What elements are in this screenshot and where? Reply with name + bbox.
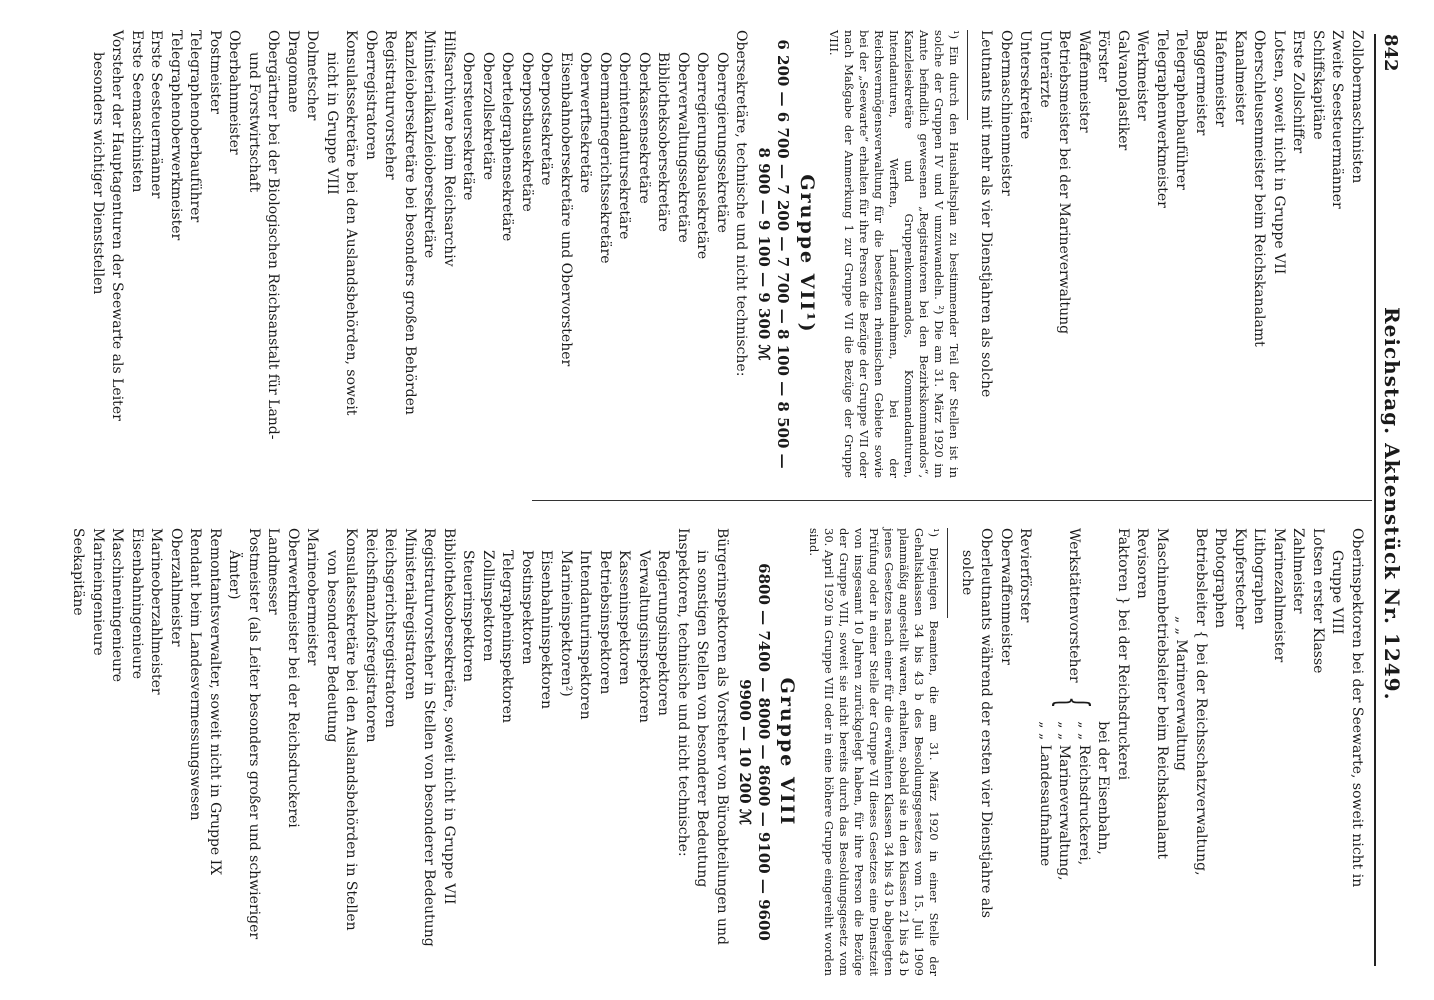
list-item: Inspektoren, technische und nicht technische: [675,528,691,857]
list-item: und Forstwirtschaft [246,52,262,193]
list-item: Telegrapheninspektoren [499,550,516,724]
right-footnote: ¹) Diejenigen Beamten, die am 31. März 1920 in einer Stelle der Gehaltsklassen 34 bis 43 b des Besoldungsgesetzes vom 15. Juli 1909 planmäßig angestellt waren, erhalten, sobald sie in den Klassen 21 bis 43 b jenes Gesetzes nach einer für die erwähnten Klassen 34 bis 43 b abgelegten Prüfung oder in einer Stelle der Gruppe VII dieses Gesetzes eine Dienstzeit von insgesamt 10 Jahren zurückgelegt haben, für ihre Person die Bezüge der Gruppe VIII, soweit sie nicht bereits durch das Besoldungsgesetz vom 30. April 1920 in Gruppe VIII oder in eine höhere Gruppe eingereiht worden sind. [807,528,942,976]
list-item: Oberverwaltungssekretäre [675,52,691,243]
list-item: Zweite Seesteuermänner [1329,30,1346,209]
list-item: Lotsen erster Klasse [1310,528,1326,674]
list-item: Oberschleusenmeister beim Reichskanalamt [1251,30,1268,347]
list-item: Oberwaffenmeister [998,528,1014,665]
list-item: Konsulatssekretäre bei den Auslandsbehörden in Stellen [343,528,360,931]
list-item: Untersekretäre [1017,30,1034,140]
list-item: Telegraphenbauführer [1173,30,1190,190]
list-item: Revisoren [1134,528,1151,599]
list-item: Obermarinegerichtssekretäre [597,52,613,264]
list-item: Lotsen, soweit nicht in Gruppe VII [1271,30,1287,275]
list-item: Obergärtner bei der Biologischen Reichsanstalt für Land- [265,30,282,440]
list-item: in sonstigen Stellen von besonderer Bedeutung [694,550,711,888]
list-item: Obertelegraphensekretäre [499,52,516,242]
list-item: Ministerialkanzleiobersekretäre [421,30,438,259]
list-item: Bibliotheksobersekretäre, soweit nicht in Gruppe VII [441,528,457,905]
list-item: „ „ Marineverwaltung [1173,616,1190,771]
list-item: Registraturvorsteher in Stellen von besonderer Bedeutung [421,528,438,947]
list-item: Gruppe VIII [1329,550,1346,635]
list-item: Oberkassensekretäre [636,52,652,204]
list-item: Dolmetscher [304,30,321,121]
group-viii-heading: Gruppe VIII [776,677,799,827]
list-item: Eisenbahnobersekretäre und Obervorsteher [558,52,574,367]
group-vii-salary-1: 6 200 — 6 700 — 7 200 — 7 700 — 8 100 — 8 500 — [774,39,793,469]
list-item: Seekapitäne [70,528,87,616]
list-item: von besonderer Bedeutung [324,550,340,743]
list-item: Bürgerinspektoren als Vorsteher von Büroabteilungen und [714,528,730,945]
list-item: Intendanturinspektoren [577,550,594,720]
list-item: Reichsgerichtsregistratoren [382,528,399,728]
list-item: Betriebsinspektoren [597,550,613,695]
list-item: Oberintendantursekretäre [616,52,633,240]
group-viii-salary-1: 6800 — 7400 — 8000 — 8600 — 9100 — 9600 [755,563,773,941]
left-column [88,30,1367,478]
list-item: Oberregistratoren [363,30,379,160]
list-item: Registraturvorsteher [382,30,399,180]
list-item: Zollobermaschinisten [1349,30,1365,184]
list-item: Obersteuersekretäre [460,52,477,201]
brace-line: bei der Eisenbahn, [1095,721,1112,855]
list-item: Hafenmeister [1212,30,1229,127]
list-item: Zahlmeister [1290,528,1307,614]
right-top-list [1210,528,1366,976]
list-item: Telegraphenoberbauführer [187,30,204,223]
list-item: Oberleutnants während der ersten vier Dienstjahre als [978,528,995,918]
list-item: Oberbahnmeister [226,30,243,155]
brace-prefix: Werkstättenvorsteher [1066,528,1083,683]
list-item: Schiffskapitäne [1310,30,1326,140]
footnote-rule-right [948,528,949,618]
list-item: Oberwerftsekretäre [577,52,594,194]
list-item: Betriebsleiter { bei der Reichsschatzverwaltung, [1193,528,1209,876]
list-item: besonders wichtiger Dienststellen [90,52,106,295]
workshop-brace-group [1035,528,1113,976]
list-item: Verwaltungsinspektoren [636,550,652,723]
list-item: Marineinspektoren²) [558,550,574,697]
list-item: Konsulatssekretäre bei den Auslandsbehörden, soweit [343,30,360,416]
group-viii-list [68,528,731,976]
list-item: Hilfsarchivare beim Reichsarchiv [441,30,457,267]
group-vii-list [88,30,751,478]
list-item: Förster [1095,30,1112,82]
right-brace-list-1 [1113,528,1211,976]
list-item: Werkmeister [1134,30,1151,121]
list-item: Zollinspektoren [480,550,496,662]
page-header [1374,34,1418,966]
list-item: Kanzleiobersekretäre bei besonders großen Behörden [402,30,418,415]
list-item: Betriebsmeister bei der Marineverwaltung [1056,30,1073,335]
list-item: Ministerialregistratoren [402,528,418,700]
list-item: Vorsteher der Hauptagenturen der Seewarte als Leiter [109,30,126,421]
list-item: Bibliotheksobersekretäre [655,52,672,232]
list-item: Steuerinspektoren [460,550,477,682]
list-item: Postmeister (als Leiter besonders großer und schwieriger [246,528,262,940]
list-item: Marineingenieure [90,528,106,656]
list-item: Eisenbahningenieure [129,528,145,680]
list-item: Unterärzte [1037,30,1053,108]
list-item: Baggermeister [1193,30,1209,136]
list-item: Ämter) [226,550,243,600]
list-item: Photographen [1212,528,1229,629]
list-item: Kanalmeister [1232,30,1248,125]
list-item: Oberpostsekretäre [538,52,555,186]
list-item: Waffenmeister [1076,30,1092,133]
list-item: solche [959,550,975,596]
list-item: Erste Zollschiffer [1290,30,1307,154]
right-mid-list [957,528,1035,976]
list-item: Telegraphenwerkmeister [1154,30,1170,208]
list-item: Postinspektoren [519,550,535,665]
list-item: Maschinenbetriebsleiter beim Reichskanalamt [1154,528,1170,860]
right-column [68,528,1366,976]
list-item: Revierförster [1017,528,1034,623]
list-item: Marinezahlmeister [1271,528,1287,663]
list-item: Kupferstecher [1232,528,1248,630]
brace-line: „ „ Reichsdruckerei, [1076,721,1092,866]
footnote-rule [967,30,968,120]
list-item: Lithographen [1251,528,1268,625]
list-item: Postmeister [207,30,223,114]
list-item: Oberpostbausekretäre [519,52,535,212]
brace-line: „ „ Marineverwaltung, [1056,721,1073,881]
list-item: Maschineningenieure [109,528,126,683]
left-top-list [976,30,1366,478]
list-item: Telegraphenoberwerkmeister [168,30,184,241]
column-divider [532,500,1372,501]
list-item: Faktoren } bei der Reichsdruckerei [1115,528,1131,781]
list-item: Regierungsinspektoren [655,550,672,716]
list-item: Rendant beim Landesvermessungswesen [187,528,204,821]
list-item: Oberregierungssekretäre [714,52,730,233]
curly-brace: { [1049,695,1099,708]
left-footnote: ¹) Ein durch den Haushaltsplan zu bestimmender Teil der Stellen ist in solche der Gruppen IV und V umzuwandeln. ²) Die am 31. März 1920 im Amte befindlich gewesenen „Registratoren bei den Bezirkskommandos“, Kanzleisekretäre und Gruppenkommandos, Kommandanturen, Intendanturen, Werften, Landesaufnahmen, bei der Reichsvermögensverwaltung für die besetzten rheinischen Gebiete sowie bei der „Seewarte“ erhalten für ihre Person die Bezüge der Gruppe VII oder nach Maßgabe der Anmerkung 1 zur Gruppe VII die Bezüge der Gruppe VIII. [827,30,961,478]
list-item: Leutnants mit mehr als vier Dienstjahren als solche [978,30,995,398]
list-item: Oberzollsekretäre [480,52,496,181]
page-number: 842 [1380,34,1401,72]
list-item: Landmesser [265,528,282,615]
list-item: Marineoberzahlmeister [148,528,165,695]
list-item: Oberwerkmeister bei der Reichsdruckerei [285,528,301,828]
list-item: Oberregierungsbausekretäre [694,52,711,260]
group-vii-salary-2: 8 900 — 9 100 — 9 300 ℳ [755,147,774,361]
list-item: Eisenbahninspektoren [538,550,555,709]
list-item: Dragomane [285,30,301,113]
list-item: Galvanoplastiker [1115,30,1131,151]
list-item: nicht in Gruppe VIII [324,52,340,195]
list-item: Obersekretäre, technische und nicht technische: [733,30,750,377]
group-viii-salary-2: 9900 — 10 200 ℳ [736,679,754,825]
list-item: Marineobermeister [304,528,321,666]
list-item: Kasseninspektoren [616,550,633,685]
list-item: Erste Seesteuermänner [148,30,165,199]
list-item: Reichsfinanzhofsregistratoren [363,528,379,743]
list-item: Remontamtsverwalter, soweit nicht in Gruppe IX [207,528,223,876]
page-title: Reichstag. Aktenstück Nr. 1249. [1380,307,1404,701]
brace-lines [1035,721,1113,880]
brace-line: „ „ Landesaufnahme [1037,721,1053,867]
list-item: Obermaschinenmeister [998,30,1014,196]
list-item: Oberinspektoren bei der Seewarte, soweit nicht in [1349,528,1365,888]
group-vii-heading: Gruppe VII¹) [796,174,818,334]
list-item: Erste Seemaschinisten [129,30,145,193]
list-item: Oberzahlmeister [168,528,184,647]
